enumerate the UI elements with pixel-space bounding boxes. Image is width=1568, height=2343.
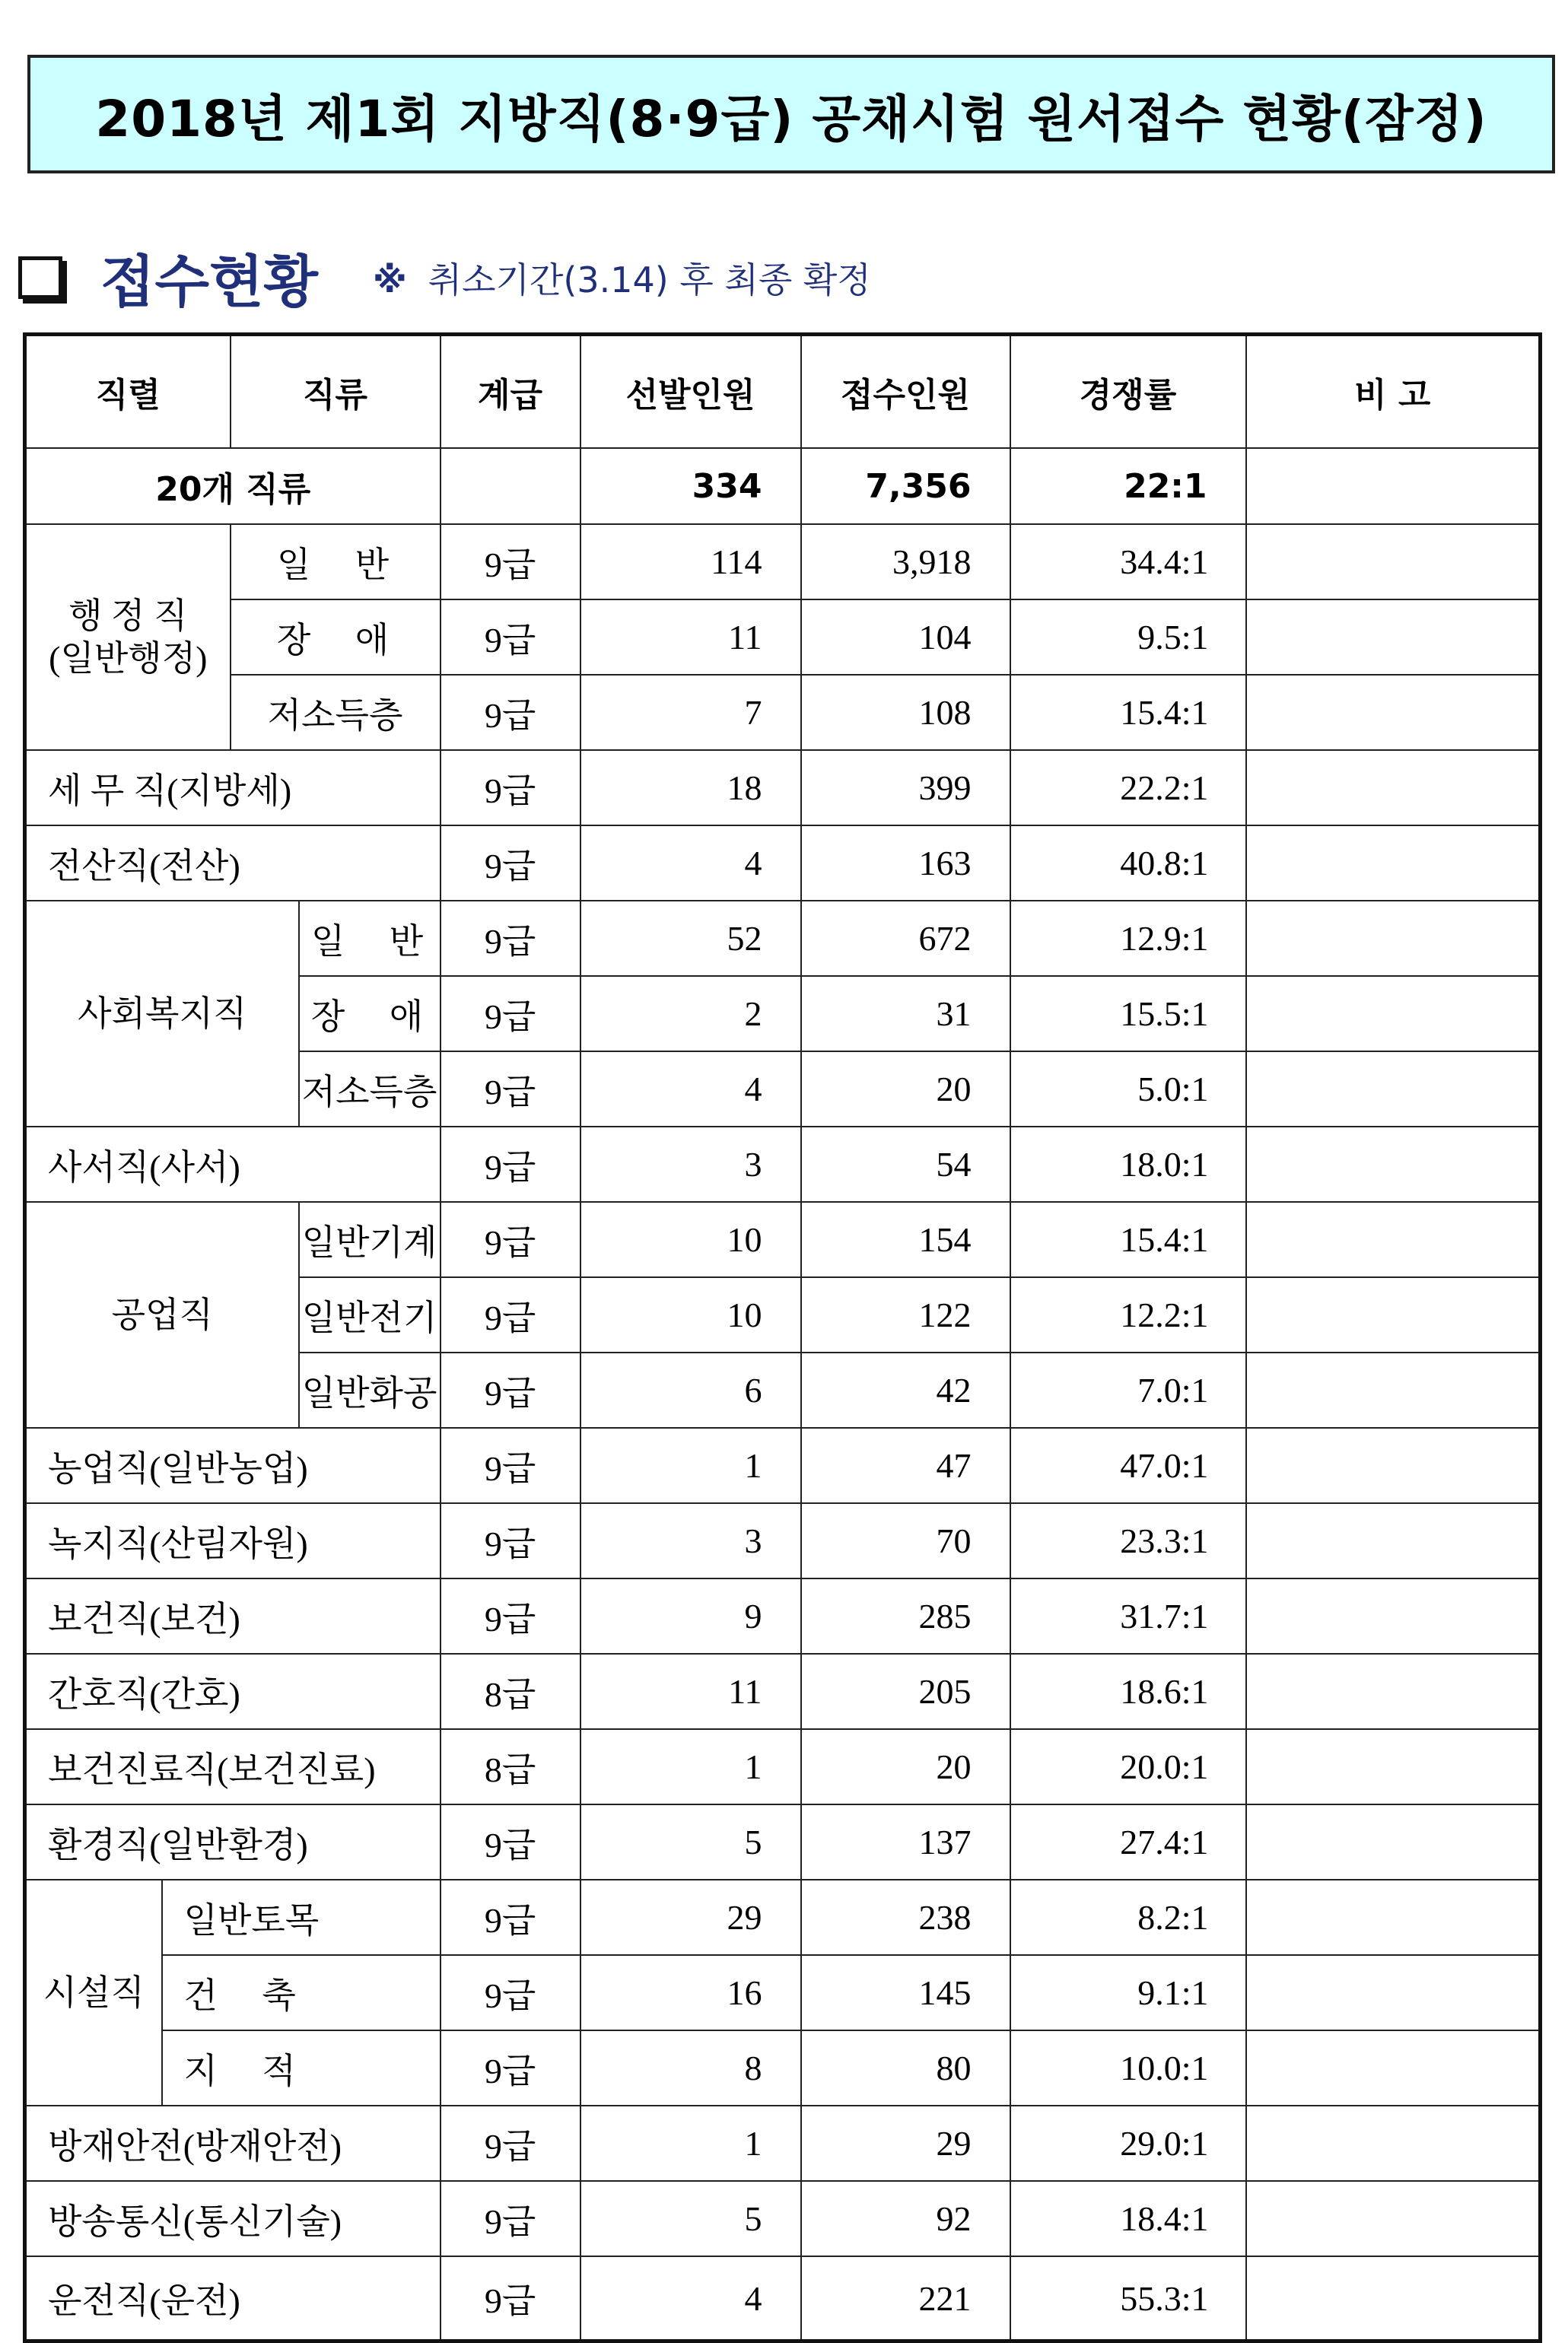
ratio: 10.0:1 bbox=[1010, 2030, 1246, 2106]
ratio: 22.2:1 bbox=[1010, 750, 1246, 825]
ratio: 8.2:1 bbox=[1010, 1880, 1246, 1955]
remarks bbox=[1246, 2030, 1541, 2106]
section-title: 접수현황 bbox=[100, 250, 318, 315]
header-grade: 계급 bbox=[441, 335, 580, 449]
grade: 9급 bbox=[441, 1880, 580, 1955]
grade: 9급 bbox=[441, 1578, 580, 1654]
ratio: 18.6:1 bbox=[1010, 1654, 1246, 1729]
job-class: 일반기계 bbox=[299, 1202, 441, 1277]
job-series: 사서직(사서) bbox=[25, 1127, 441, 1202]
header-job-series: 직렬 bbox=[25, 335, 231, 449]
remarks bbox=[1246, 1277, 1541, 1353]
table-row bbox=[25, 675, 1541, 750]
remarks bbox=[1246, 1880, 1541, 1955]
job-series: 방재안전(방재안전) bbox=[25, 2106, 441, 2181]
group-welfare: 사회복지직 bbox=[25, 901, 299, 1127]
ratio: 5.0:1 bbox=[1010, 1051, 1246, 1127]
selected: 114 bbox=[580, 524, 801, 599]
document-title-box bbox=[27, 55, 1555, 173]
job-class: 일반화공 bbox=[299, 1353, 441, 1428]
applicants: 122 bbox=[801, 1277, 1010, 1353]
remarks bbox=[1246, 976, 1541, 1051]
job-series: 환경직(일반환경) bbox=[25, 1804, 441, 1880]
ratio: 9.1:1 bbox=[1010, 1955, 1246, 2030]
ratio: 9.5:1 bbox=[1010, 599, 1246, 675]
applicants: 31 bbox=[801, 976, 1010, 1051]
total-row bbox=[25, 448, 1541, 524]
table-row bbox=[25, 1729, 1541, 1804]
ratio: 12.9:1 bbox=[1010, 901, 1246, 976]
grade: 9급 bbox=[441, 1503, 580, 1578]
header-remarks: 비 고 bbox=[1246, 335, 1541, 449]
job-class: 장 애 bbox=[231, 599, 441, 675]
grade: 9급 bbox=[441, 976, 580, 1051]
grade: 9급 bbox=[441, 1804, 580, 1880]
ratio: 31.7:1 bbox=[1010, 1578, 1246, 1654]
job-class: 일 반 bbox=[299, 901, 441, 976]
job-class: 일반전기 bbox=[299, 1277, 441, 1353]
grade: 9급 bbox=[441, 675, 580, 750]
header-job-class: 직류 bbox=[231, 335, 441, 449]
table-row bbox=[25, 524, 1541, 599]
selected: 4 bbox=[580, 1051, 801, 1127]
table-row bbox=[25, 1503, 1541, 1578]
remarks bbox=[1246, 675, 1541, 750]
selected: 1 bbox=[580, 1428, 801, 1503]
job-series: 녹지직(산림자원) bbox=[25, 1503, 441, 1578]
job-series: 방송통신(통신기술) bbox=[25, 2181, 441, 2256]
selected: 52 bbox=[580, 901, 801, 976]
applicants: 80 bbox=[801, 2030, 1010, 2106]
applicants: 104 bbox=[801, 599, 1010, 675]
remarks bbox=[1246, 1578, 1541, 1654]
group-admin-label: 행 정 직 bbox=[68, 596, 188, 635]
ratio: 15.4:1 bbox=[1010, 1202, 1246, 1277]
grade: 9급 bbox=[441, 2030, 580, 2106]
note-text: 취소기간(3.14) 후 최종 확정 bbox=[428, 259, 871, 300]
grade: 9급 bbox=[441, 901, 580, 976]
application-status-table bbox=[23, 332, 1542, 2343]
selected: 4 bbox=[580, 2256, 801, 2341]
applicants: 399 bbox=[801, 750, 1010, 825]
total-label: 20개 직류 bbox=[25, 448, 441, 524]
selected: 10 bbox=[580, 1202, 801, 1277]
ratio: 18.4:1 bbox=[1010, 2181, 1246, 2256]
job-class: 저소득층 bbox=[231, 675, 441, 750]
section-header bbox=[18, 232, 871, 323]
grade: 9급 bbox=[441, 750, 580, 825]
selected: 9 bbox=[580, 1578, 801, 1654]
table-row bbox=[25, 750, 1541, 825]
table-row bbox=[25, 599, 1541, 675]
job-class: 장 애 bbox=[299, 976, 441, 1051]
grade: 9급 bbox=[441, 1051, 580, 1127]
ratio: 15.5:1 bbox=[1010, 976, 1246, 1051]
remarks bbox=[1246, 1051, 1541, 1127]
grade: 9급 bbox=[441, 1277, 580, 1353]
remarks bbox=[1246, 1353, 1541, 1428]
group-industrial: 공업직 bbox=[25, 1202, 299, 1428]
job-series: 간호직(간호) bbox=[25, 1654, 441, 1729]
selected: 10 bbox=[580, 1277, 801, 1353]
remarks bbox=[1246, 2106, 1541, 2181]
document-title: 2018년 제1회 지방직(8·9급) 공채시험 원서접수 현황(잠정) bbox=[95, 89, 1487, 148]
job-series: 세 무 직(지방세) bbox=[25, 750, 441, 825]
grade: 8급 bbox=[441, 1729, 580, 1804]
selected: 8 bbox=[580, 2030, 801, 2106]
selected: 1 bbox=[580, 1729, 801, 1804]
table-row bbox=[25, 2106, 1541, 2181]
grade: 9급 bbox=[441, 2181, 580, 2256]
remarks bbox=[1246, 599, 1541, 675]
selected: 6 bbox=[580, 1353, 801, 1428]
table-row bbox=[25, 1127, 1541, 1202]
grade: 9급 bbox=[441, 825, 580, 901]
header-applicants: 접수인원 bbox=[801, 335, 1010, 449]
group-facility: 시설직 bbox=[25, 1880, 162, 2106]
remarks bbox=[1246, 1202, 1541, 1277]
table-row bbox=[25, 825, 1541, 901]
remarks bbox=[1246, 1729, 1541, 1804]
table-header-row bbox=[25, 335, 1541, 449]
remarks bbox=[1246, 2181, 1541, 2256]
remarks bbox=[1246, 1804, 1541, 1880]
ratio: 47.0:1 bbox=[1010, 1428, 1246, 1503]
applicants: 238 bbox=[801, 1880, 1010, 1955]
remarks bbox=[1246, 825, 1541, 901]
job-series: 보건직(보건) bbox=[25, 1578, 441, 1654]
selected: 2 bbox=[580, 976, 801, 1051]
remarks bbox=[1246, 901, 1541, 976]
table-row bbox=[25, 1804, 1541, 1880]
remarks bbox=[1246, 1654, 1541, 1729]
applicants: 42 bbox=[801, 1353, 1010, 1428]
applicants: 672 bbox=[801, 901, 1010, 976]
table-row bbox=[25, 2030, 1541, 2106]
ratio: 23.3:1 bbox=[1010, 1503, 1246, 1578]
grade: 9급 bbox=[441, 2106, 580, 2181]
selected: 5 bbox=[580, 2181, 801, 2256]
grade: 9급 bbox=[441, 599, 580, 675]
header-ratio: 경쟁률 bbox=[1010, 335, 1246, 449]
total-ratio: 22:1 bbox=[1010, 448, 1246, 524]
table-row bbox=[25, 901, 1541, 976]
ratio: 20.0:1 bbox=[1010, 1729, 1246, 1804]
selected: 11 bbox=[580, 1654, 801, 1729]
applicants: 221 bbox=[801, 2256, 1010, 2341]
selected: 3 bbox=[580, 1503, 801, 1578]
remarks bbox=[1246, 1428, 1541, 1503]
applicants: 108 bbox=[801, 675, 1010, 750]
selected: 18 bbox=[580, 750, 801, 825]
ratio: 12.2:1 bbox=[1010, 1277, 1246, 1353]
applicants: 47 bbox=[801, 1428, 1010, 1503]
group-admin bbox=[25, 524, 231, 750]
job-class: 일반토목 bbox=[162, 1880, 441, 1955]
ratio: 18.0:1 bbox=[1010, 1127, 1246, 1202]
applicants: 3,918 bbox=[801, 524, 1010, 599]
job-series: 전산직(전산) bbox=[25, 825, 441, 901]
ratio: 29.0:1 bbox=[1010, 2106, 1246, 2181]
job-series: 운전직(운전) bbox=[25, 2256, 441, 2341]
grade: 9급 bbox=[441, 2256, 580, 2341]
grade: 8급 bbox=[441, 1654, 580, 1729]
applicants: 20 bbox=[801, 1051, 1010, 1127]
ratio: 27.4:1 bbox=[1010, 1804, 1246, 1880]
ratio: 34.4:1 bbox=[1010, 524, 1246, 599]
grade: 9급 bbox=[441, 1202, 580, 1277]
job-series: 농업직(일반농업) bbox=[25, 1428, 441, 1503]
applicants: 137 bbox=[801, 1804, 1010, 1880]
applicants: 20 bbox=[801, 1729, 1010, 1804]
selected: 4 bbox=[580, 825, 801, 901]
applicants: 29 bbox=[801, 2106, 1010, 2181]
job-class: 저소득층 bbox=[299, 1051, 441, 1127]
table-row bbox=[25, 1578, 1541, 1654]
selected: 29 bbox=[580, 1880, 801, 1955]
job-class: 지 적 bbox=[162, 2030, 441, 2106]
grade: 9급 bbox=[441, 1955, 580, 2030]
header-selected: 선발인원 bbox=[580, 335, 801, 449]
table-row bbox=[25, 2256, 1541, 2341]
selected: 16 bbox=[580, 1955, 801, 2030]
applicants: 54 bbox=[801, 1127, 1010, 1202]
note-mark: ※ bbox=[372, 259, 407, 300]
total-grade bbox=[441, 448, 580, 524]
selected: 3 bbox=[580, 1127, 801, 1202]
remarks bbox=[1246, 1503, 1541, 1578]
total-applicants: 7,356 bbox=[801, 448, 1010, 524]
grade: 9급 bbox=[441, 1428, 580, 1503]
ratio: 7.0:1 bbox=[1010, 1353, 1246, 1428]
applicants: 145 bbox=[801, 1955, 1010, 2030]
total-remarks bbox=[1246, 448, 1541, 524]
applicants: 70 bbox=[801, 1503, 1010, 1578]
table-row bbox=[25, 1202, 1541, 1277]
job-class: 일 반 bbox=[231, 524, 441, 599]
selected: 5 bbox=[580, 1804, 801, 1880]
checkbox-bullet-icon bbox=[18, 256, 62, 299]
section-note bbox=[373, 253, 871, 303]
applicants: 163 bbox=[801, 825, 1010, 901]
table-row bbox=[25, 2181, 1541, 2256]
grade: 9급 bbox=[441, 524, 580, 599]
remarks bbox=[1246, 524, 1541, 599]
table-row bbox=[25, 1428, 1541, 1503]
job-class: 건 축 bbox=[162, 1955, 441, 2030]
remarks bbox=[1246, 1127, 1541, 1202]
remarks bbox=[1246, 750, 1541, 825]
selected: 7 bbox=[580, 675, 801, 750]
grade: 9급 bbox=[441, 1353, 580, 1428]
applicants: 92 bbox=[801, 2181, 1010, 2256]
ratio: 55.3:1 bbox=[1010, 2256, 1246, 2341]
selected: 11 bbox=[580, 599, 801, 675]
remarks bbox=[1246, 2256, 1541, 2341]
total-selected: 334 bbox=[580, 448, 801, 524]
table-row bbox=[25, 1955, 1541, 2030]
applicants: 285 bbox=[801, 1578, 1010, 1654]
job-series: 보건진료직(보건진료) bbox=[25, 1729, 441, 1804]
table-row bbox=[25, 1880, 1541, 1955]
selected: 1 bbox=[580, 2106, 801, 2181]
group-admin-sub: (일반행정) bbox=[49, 638, 208, 678]
grade: 9급 bbox=[441, 1127, 580, 1202]
ratio: 15.4:1 bbox=[1010, 675, 1246, 750]
ratio: 40.8:1 bbox=[1010, 825, 1246, 901]
applicants: 205 bbox=[801, 1654, 1010, 1729]
remarks bbox=[1246, 1955, 1541, 2030]
applicants: 154 bbox=[801, 1202, 1010, 1277]
table-row bbox=[25, 1654, 1541, 1729]
